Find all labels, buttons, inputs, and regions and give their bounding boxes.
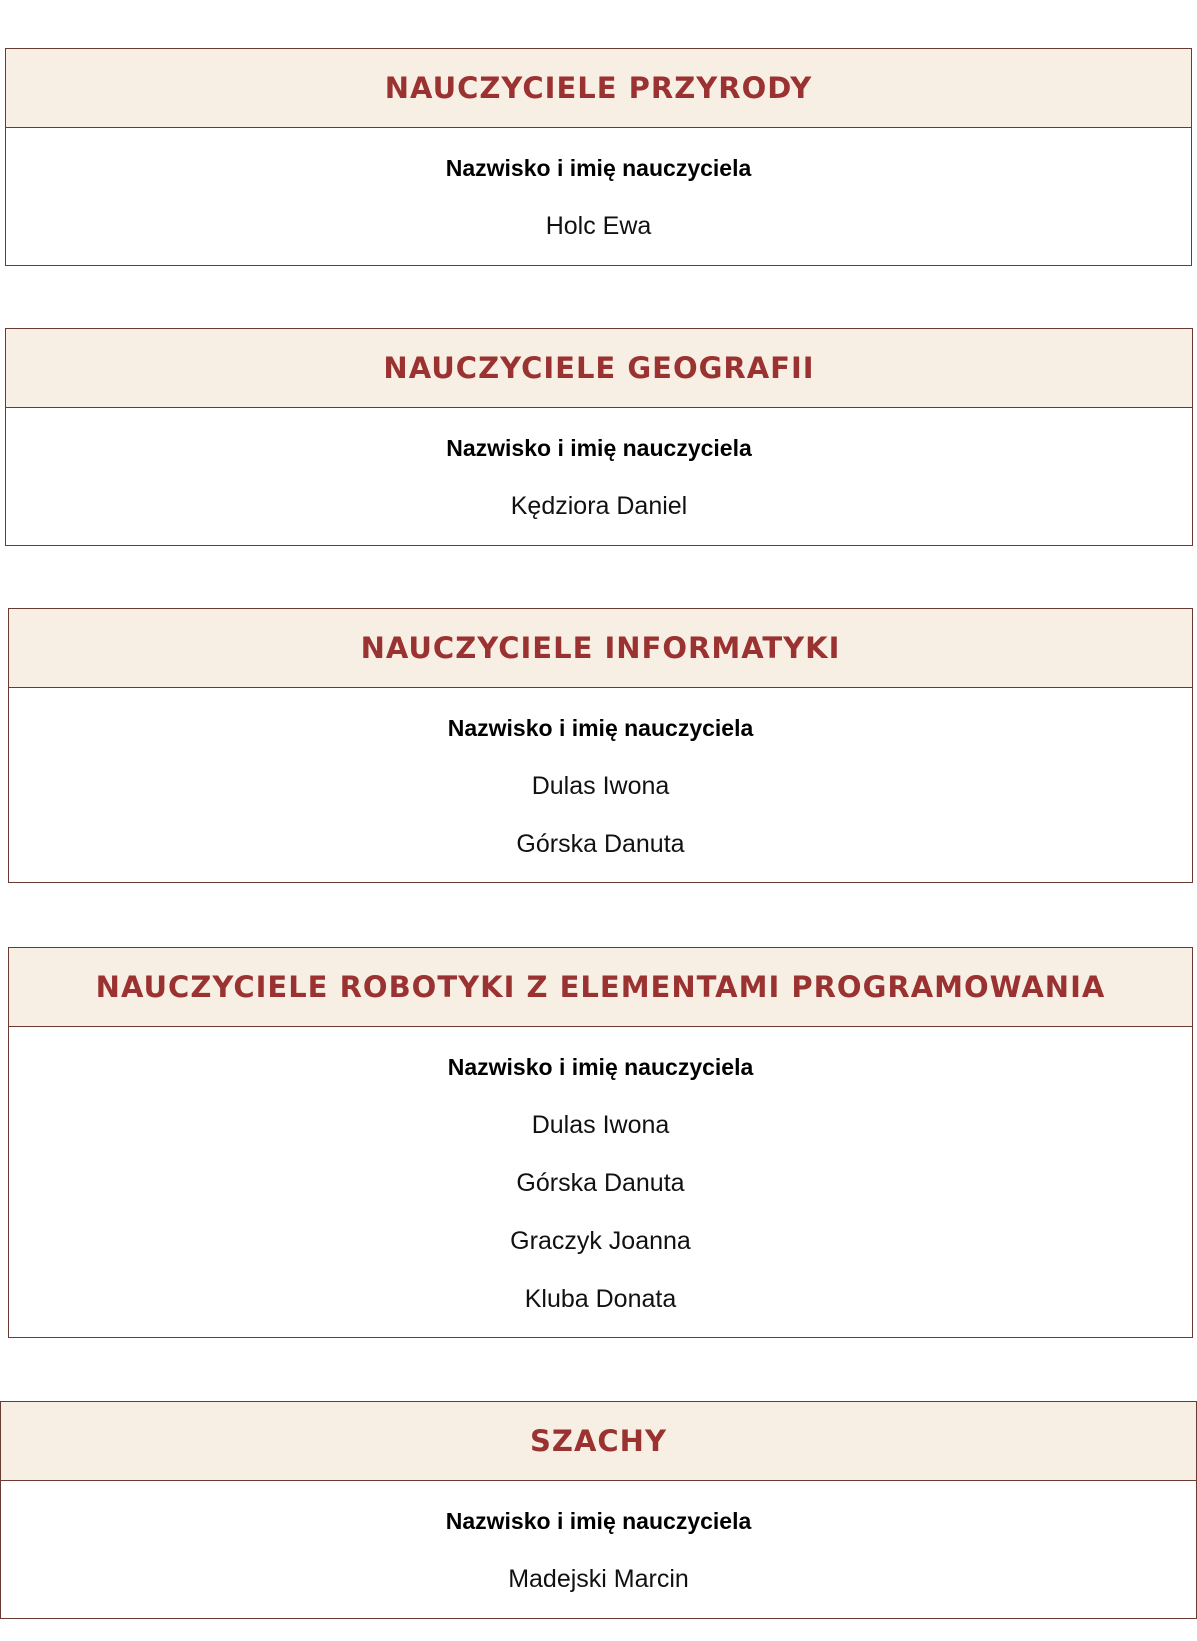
section-table-geografii bbox=[5, 328, 1193, 546]
column-header: Nazwisko i imię nauczyciela bbox=[447, 1054, 754, 1080]
section-body bbox=[6, 408, 1192, 524]
section-table-informatyki bbox=[8, 608, 1193, 883]
teacher-name: Dulas Iwona bbox=[531, 772, 670, 800]
section-body bbox=[1, 1481, 1196, 1597]
section-body bbox=[9, 688, 1192, 862]
section-title: NAUCZYCIELE PRZYRODY bbox=[384, 71, 813, 105]
section-title: SZACHY bbox=[530, 1424, 667, 1458]
teacher-name: Kędziora Daniel bbox=[510, 492, 688, 520]
section-body bbox=[9, 1027, 1192, 1317]
teacher-name: Górska Danuta bbox=[516, 1169, 685, 1197]
section-header bbox=[9, 948, 1192, 1027]
teacher-name: Górska Danuta bbox=[516, 830, 685, 858]
section-table-przyrody bbox=[5, 48, 1192, 266]
teacher-name: Graczyk Joanna bbox=[510, 1227, 691, 1255]
section-body bbox=[6, 128, 1191, 244]
column-header: Nazwisko i imię nauczyciela bbox=[447, 715, 754, 741]
section-header bbox=[9, 609, 1192, 688]
section-header bbox=[6, 49, 1191, 128]
column-header: Nazwisko i imię nauczyciela bbox=[446, 435, 752, 461]
teacher-name: Holc Ewa bbox=[545, 212, 652, 240]
section-header bbox=[1, 1402, 1196, 1481]
section-table-robotyki bbox=[8, 947, 1193, 1338]
section-title: NAUCZYCIELE GEOGRAFII bbox=[383, 351, 815, 385]
teacher-name: Madejski Marcin bbox=[508, 1565, 689, 1593]
column-header: Nazwisko i imię nauczyciela bbox=[445, 155, 752, 181]
column-header: Nazwisko i imię nauczyciela bbox=[445, 1508, 752, 1534]
teacher-name: Dulas Iwona bbox=[531, 1111, 670, 1139]
teacher-name: Kluba Donata bbox=[524, 1285, 677, 1313]
section-header bbox=[6, 329, 1192, 408]
section-table-szachy bbox=[0, 1401, 1197, 1619]
section-title: NAUCZYCIELE ROBOTYKI Z ELEMENTAMI PROGRAMOWANIA bbox=[95, 970, 1106, 1004]
section-title: NAUCZYCIELE INFORMATYKI bbox=[360, 631, 841, 665]
